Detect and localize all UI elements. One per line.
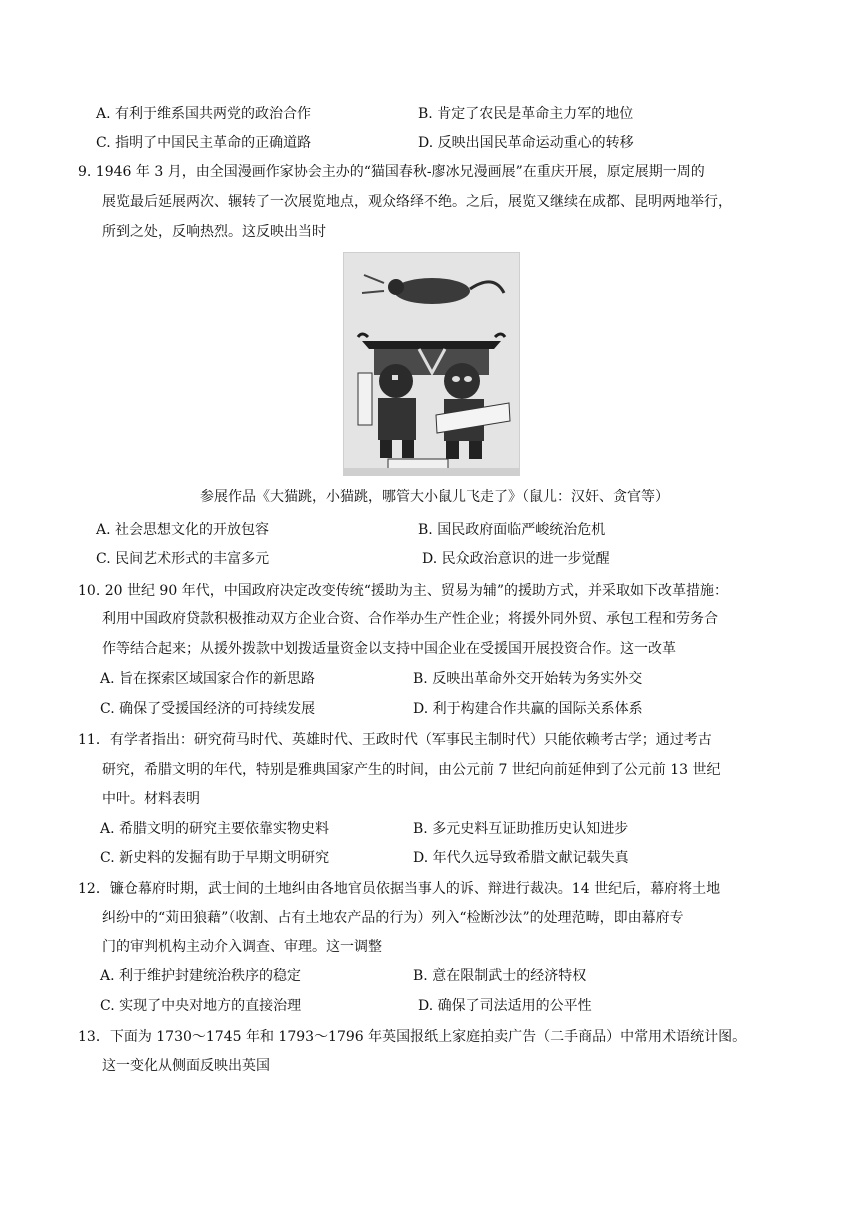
q9-option-d: D. 民众政治意识的进一步觉醒 [422,551,610,567]
q9-option-b: B. 国民政府面临严峻统治危机 [418,522,606,538]
q11-stem-line-3: 中叶。材料表明 [102,791,200,807]
q8-option-d: D. 反映出国民革命运动重心的转移 [418,135,634,151]
q10-option-a: A. 旨在探索区域国家合作的新思路 [100,671,316,687]
q12-option-b: B. 意在限制武士的经济特权 [413,968,587,984]
q10-option-d: D. 利于构建合作共赢的国际关系体系 [413,701,643,717]
q9-stem-line-3: 所到之处，反响热烈。这反映出当时 [102,224,326,240]
q11-option-b: B. 多元史料互证助推历史认知进步 [413,821,629,837]
q10-stem-line-3: 作等结合起来；从援外拨款中划拨适量资金以支持中国企业在受援国开展投资合作。这一改革 [102,641,676,657]
q9-stem-line-1: 9. 1946 年 3 月，由全国漫画作家协会主办的“猫国春秋-廖冰兄漫画展”在重庆开展，原定展期一周的 [78,164,705,180]
q13-stem-line-1: 13．下面为 1730～1745 年和 1793～1796 年英国报纸上家庭拍卖广告（二手商品）中常用术语统计图。 [78,1029,747,1045]
q11-stem-line-1: 11．有学者指出：研究荷马时代、英雄时代、王政时代（军事民主制时代）只能依赖考古学；通过考古 [78,732,712,748]
q12-option-a: A. 利于维护封建统治秩序的稳定 [100,968,302,984]
q8-option-c: C. 指明了中国民主革命的正确道路 [96,135,312,151]
figure-caption: 参展作品《大猫跳，小猫跳，哪管大小鼠儿飞走了》（鼠儿：汉奸、贪官等） [200,489,669,505]
q10-stem-line-1: 10. 20 世纪 90 年代，中国政府决定改变传统“援助为主、贸易为辅”的援助方式，并采取如下改革措施： [78,583,729,599]
cartoon-image [343,252,520,476]
q10-option-b: B. 反映出革命外交开始转为务实外交 [413,671,643,687]
q11-option-c: C. 新史料的发掘有助于早期文明研究 [100,850,330,866]
cartoon-illustration [344,253,519,475]
q11-option-d: D. 年代久远导致希腊文献记载失真 [413,850,629,866]
q12-stem-line-3: 门的审判机构主动介入调查、审理。这一调整 [102,939,382,955]
q11-option-a: A. 希腊文明的研究主要依靠实物史料 [100,821,330,837]
q9-option-a: A. 社会思想文化的开放包容 [96,522,270,538]
q10-option-c: C. 确保了受援国经济的可持续发展 [100,701,316,717]
q9-stem-line-2: 展览最后延展两次、辗转了一次展览地点，观众络绎不绝。之后，展览又继续在成都、昆明两地举行， [102,194,732,210]
q8-option-b: B. 肯定了农民是革命主力军的地位 [418,106,634,122]
q12-option-c: C. 实现了中央对地方的直接治理 [100,998,302,1014]
q9-option-c: C. 民间艺术形式的丰富多元 [96,551,270,567]
q8-option-a: A. 有利于维系国共两党的政治合作 [96,106,312,122]
q13-stem-line-2: 这一变化从侧面反映出英国 [102,1058,270,1074]
q12-stem-line-2: 纠纷中的“苅田狼藉”（收割、占有土地农产品的行为）列入“检断沙汰”的处理范畴，即由幕府专 [102,910,684,926]
q12-option-d: D. 确保了司法适用的公平性 [418,998,592,1014]
q12-stem-line-1: 12．镰仓幕府时期，武士间的土地纠由各地官员依据当事人的诉、辩进行裁决。14 世纪后，幕府将土地 [78,881,721,897]
q11-stem-line-2: 研究，希腊文明的年代，特别是雅典国家产生的时间，由公元前 7 世纪向前延伸到了公元前 13 世纪 [102,762,721,778]
q10-stem-line-2: 利用中国政府贷款积极推动双方企业合资、合作举办生产性企业；将援外同外贸、承包工程和劳务合 [102,611,718,627]
